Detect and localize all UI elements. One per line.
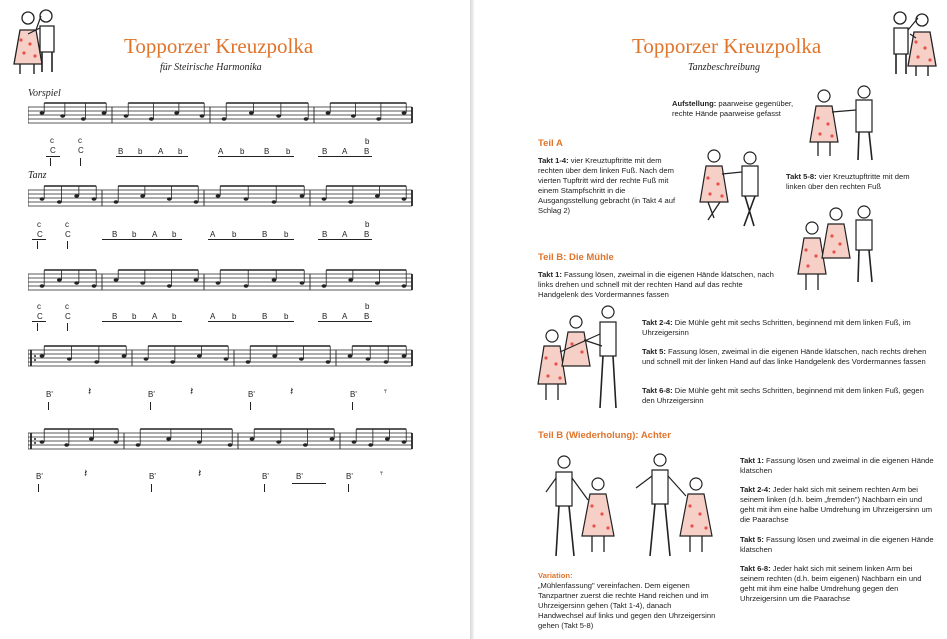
rest-symbol: 𝄽 xyxy=(198,468,202,480)
teil-b2-takt-6-8: Takt 6-8: Jeder hakt sich mit seinem linken Arm bei seinem rechten (d.h. beim eigenen) Nachbarn ein und geht mit ihm eine halbe Umdrehung gegen den Uhrzeigersinn um die Paarachse xyxy=(740,564,922,603)
chord-label: c xyxy=(37,220,41,229)
note-head xyxy=(64,443,69,446)
bass-bar xyxy=(208,239,294,240)
chord-label: b xyxy=(132,230,137,239)
note-head xyxy=(140,194,145,197)
teil-b-takt-2-4: Takt 2-4: Die Mühle geht mit sechs Schritten, beginnend mit dem linken Fuß, im Uhrzeigersinn xyxy=(642,318,911,337)
chord-label: B xyxy=(262,230,268,239)
chord-label: B' xyxy=(248,390,255,399)
chord-label: A xyxy=(158,147,164,156)
chord-label: B' xyxy=(262,472,269,481)
note-head xyxy=(330,437,335,440)
page-title-left: Topporzer Kreuzpolka xyxy=(124,34,314,58)
chord-label: b xyxy=(365,220,370,229)
page-title-right: Topporzer Kreuzpolka xyxy=(632,34,822,58)
note-head xyxy=(272,200,277,203)
teil-b2-takt-1: Takt 1: Fassung lösen und zweimal in die eigenen Hände klatschen xyxy=(740,456,934,475)
chord-label: B' xyxy=(36,472,43,481)
note-head xyxy=(326,111,331,114)
note-head xyxy=(348,200,353,203)
bass-stem xyxy=(37,323,38,331)
chord-label: B' xyxy=(149,472,156,481)
muehle-circle-illustration xyxy=(530,300,638,418)
bass-bar xyxy=(292,483,326,484)
note-head xyxy=(92,284,97,287)
chord-row-2 xyxy=(28,220,418,254)
rest-symbol: 𝄾 xyxy=(384,386,387,398)
chord-label: B' xyxy=(350,390,357,399)
note-head xyxy=(348,278,353,281)
bass-bar xyxy=(102,239,182,240)
note-head xyxy=(276,440,281,443)
page-subtitle-left: für Steirische Harmonika xyxy=(160,62,262,73)
note-head xyxy=(57,200,62,203)
chord-label: b xyxy=(132,312,137,321)
chord-label: B xyxy=(262,312,268,321)
note-head xyxy=(303,443,308,446)
variation-text: Variation: „Mühlenfassung" vereinfachen. Dem eigenen Tanzpartner zuerst die rechte Hand reichen und im Uhrzeigersinn gehen (Takt 1-4), danach Handwechsel auf links und gegen den Uhrzeigersinn gehen (Takt 5-8) xyxy=(538,571,716,630)
bass-stem xyxy=(151,484,152,492)
chord-label: B' xyxy=(346,472,353,481)
chord-label: C xyxy=(78,146,84,155)
bass-bar xyxy=(208,321,294,322)
note-head xyxy=(366,357,371,360)
note-head xyxy=(74,194,79,197)
note-head xyxy=(375,281,380,284)
rest-symbol: 𝄽 xyxy=(290,386,294,398)
note-head xyxy=(250,437,255,440)
note-head xyxy=(174,111,179,114)
note-head xyxy=(144,357,149,360)
note-head xyxy=(300,281,305,284)
heading-teil-b-wiederholung: Teil B (Wiederholung): Achter xyxy=(538,430,671,441)
note-head xyxy=(166,437,171,440)
heading-teil-a: Teil A xyxy=(538,138,563,149)
note-head xyxy=(216,281,221,284)
bass-bar xyxy=(46,156,60,157)
note-head xyxy=(149,117,154,120)
repeat-dot xyxy=(34,442,36,444)
note-head xyxy=(124,114,129,117)
note-head xyxy=(376,117,381,120)
aufstellung-text: Aufstellung: paarweise gegenüber, rechte Hände paarweise gefasst xyxy=(672,99,794,118)
note-head xyxy=(249,111,254,114)
rest-symbol: 𝄽 xyxy=(84,468,88,480)
note-head xyxy=(402,354,407,357)
bass-bar xyxy=(318,156,372,157)
chord-label: A xyxy=(210,230,216,239)
chord-label: b xyxy=(172,312,177,321)
note-head xyxy=(228,443,233,446)
note-head xyxy=(375,194,380,197)
note-head xyxy=(67,357,72,360)
note-head xyxy=(402,440,407,443)
right-page xyxy=(474,0,947,639)
chord-label: b xyxy=(138,147,143,156)
note-head xyxy=(94,360,99,363)
chord-label: B xyxy=(364,312,370,321)
bass-stem xyxy=(250,402,251,410)
note-head xyxy=(140,281,145,284)
chord-label: b xyxy=(286,147,291,156)
note-head xyxy=(246,360,251,363)
bass-bar xyxy=(32,239,46,240)
rest-symbol: 𝄽 xyxy=(190,386,194,398)
note-head xyxy=(200,114,205,117)
note-head xyxy=(299,357,304,360)
note-head xyxy=(40,440,45,443)
teil-b-takt-6-8: Takt 6-8: Die Mühle geht mit sechs Schritten, beginnend mit dem linken Fuß, gegen den Uhrzeigersinn xyxy=(642,386,924,405)
chord-label: c xyxy=(37,302,41,311)
note-head xyxy=(170,360,175,363)
note-head xyxy=(167,197,172,200)
note-head xyxy=(194,278,199,281)
chord-label: B' xyxy=(46,390,53,399)
chord-row-3 xyxy=(28,302,418,336)
chord-row-5 xyxy=(28,468,418,506)
dancing-couple-illustration xyxy=(6,6,68,78)
section-label-vorspiel: Vorspiel xyxy=(28,88,61,99)
note-head xyxy=(114,200,119,203)
teil-b2-takt-5: Takt 5: Fassung lösen und zweimal in die eigenen Hände klatschen xyxy=(740,535,934,554)
note-head xyxy=(89,437,94,440)
note-head xyxy=(385,437,390,440)
teil-b-takt-1: Takt 1: Fassung lösen, zweimal in die eigenen Hände klatschen, nach links drehen und schnell mit der rechten Hand auf das rechte Handgelenk des Vordermannes fassen xyxy=(538,270,774,299)
chord-row-1 xyxy=(28,136,418,170)
bass-bar xyxy=(32,321,46,322)
teil-a-takt-5-8: Takt 5-8: vier Kreuztupftritte mit dem linken über den rechten Fuß xyxy=(786,172,910,191)
chord-label: c xyxy=(65,220,69,229)
note-head xyxy=(194,200,199,203)
chord-label: C xyxy=(50,146,56,155)
chord-label: B xyxy=(322,230,328,239)
dancing-couple-illustration xyxy=(882,8,944,80)
note-head xyxy=(300,194,305,197)
chord-label: C xyxy=(37,230,43,239)
bass-stem xyxy=(38,484,39,492)
note-head xyxy=(57,278,62,281)
note-head xyxy=(224,357,229,360)
chord-label: c xyxy=(78,136,82,145)
note-head xyxy=(402,197,407,200)
bass-stem xyxy=(80,158,81,166)
chord-row-4 xyxy=(28,386,418,424)
note-head xyxy=(81,117,86,120)
page-subtitle-right: Tanzbeschreibung xyxy=(688,62,761,73)
repeat-dot xyxy=(34,359,36,361)
music-staff-1 xyxy=(28,101,418,131)
note-head xyxy=(114,440,119,443)
chord-label: A xyxy=(342,230,348,239)
chord-label: b xyxy=(232,230,237,239)
chord-label: B xyxy=(112,312,118,321)
teil-b2-takt-2-4: Takt 2-4: Jeder hakt sich mit seinem rechten Arm bei seinem linken (d.h. beim „fremden") Nachbarn ein und geht mit ihm eine halbe Umdrehung im Uhrzeigersinn um die Paarachse xyxy=(740,485,933,524)
bass-bar xyxy=(218,156,294,157)
chord-label: B xyxy=(118,147,124,156)
note-head xyxy=(402,111,407,114)
chord-label: b xyxy=(240,147,245,156)
teil-a-takt-1-4: Takt 1-4: vier Kreuztupftritte mit dem rechten über dem linken Fuß. Nach dem vierten Tupftritt wird der rechte Fuß mit einem Stampfschritt in die Ausgangsstellung gebracht (in Takt 4 auf Schlag 2) xyxy=(538,156,676,215)
chord-label: A xyxy=(342,312,348,321)
chord-label: b xyxy=(284,312,289,321)
note-head xyxy=(244,284,249,287)
music-staff-3 xyxy=(28,268,418,298)
note-head xyxy=(326,360,331,363)
chord-label: B xyxy=(264,147,270,156)
note-head xyxy=(368,443,373,446)
chord-label: b xyxy=(365,137,370,146)
chord-label: A xyxy=(218,147,224,156)
note-head xyxy=(40,284,45,287)
note-head xyxy=(276,114,281,117)
bass-stem xyxy=(348,484,349,492)
note-head xyxy=(322,197,327,200)
note-head xyxy=(122,354,127,357)
chord-label: c xyxy=(65,302,69,311)
note-head xyxy=(40,354,45,357)
note-head xyxy=(60,114,65,117)
note-head xyxy=(197,440,202,443)
left-page xyxy=(0,0,470,639)
note-head xyxy=(197,354,202,357)
group-dance-illustration xyxy=(790,198,890,302)
note-head xyxy=(136,443,141,446)
music-staff-5 xyxy=(28,427,418,457)
chord-label: A xyxy=(152,312,158,321)
note-head xyxy=(351,114,356,117)
heading-teil-b: Teil B: Die Mühle xyxy=(538,252,614,263)
note-head xyxy=(40,111,45,114)
chord-label: b xyxy=(365,302,370,311)
chord-label: B xyxy=(364,230,370,239)
chord-label: C xyxy=(65,230,71,239)
note-head xyxy=(216,194,221,197)
bass-bar xyxy=(102,321,182,322)
bass-stem xyxy=(50,158,51,166)
bass-bar xyxy=(318,321,372,322)
bass-stem xyxy=(48,402,49,410)
note-head xyxy=(348,354,353,357)
bass-bar xyxy=(116,156,188,157)
bass-stem xyxy=(37,241,38,249)
chord-label: b xyxy=(178,147,183,156)
chord-label: B' xyxy=(296,472,303,481)
chord-label: B xyxy=(322,312,328,321)
bass-stem xyxy=(150,402,151,410)
bass-stem xyxy=(67,323,68,331)
chord-label: b xyxy=(284,230,289,239)
note-head xyxy=(167,284,172,287)
note-head xyxy=(272,354,277,357)
chord-label: B xyxy=(322,147,328,156)
rest-symbol: 𝄾 xyxy=(380,468,383,480)
note-head xyxy=(114,278,119,281)
chord-label: b xyxy=(232,312,237,321)
chord-label: c xyxy=(50,136,54,145)
note-head xyxy=(322,284,327,287)
achter-illustration xyxy=(540,448,730,566)
variation-label: Variation: xyxy=(538,571,573,580)
note-head xyxy=(384,360,389,363)
music-staff-2 xyxy=(28,184,418,214)
chord-label: B xyxy=(112,230,118,239)
note-head xyxy=(222,117,227,120)
note-head xyxy=(40,197,45,200)
chord-label: A xyxy=(210,312,216,321)
note-head xyxy=(304,117,309,120)
note-head xyxy=(74,281,79,284)
note-head xyxy=(402,284,407,287)
chord-label: C xyxy=(65,312,71,321)
couple-kreuztupftritt-illustration xyxy=(694,142,780,232)
bass-stem xyxy=(67,241,68,249)
note-head xyxy=(102,111,107,114)
chord-label: A xyxy=(152,230,158,239)
chord-label: A xyxy=(342,147,348,156)
music-staff-4 xyxy=(28,344,418,374)
note-head xyxy=(244,197,249,200)
rest-symbol: 𝄽 xyxy=(88,386,92,398)
repeat-dot xyxy=(34,438,36,440)
teil-b-takt-5: Takt 5: Fassung lösen, zweimal in die eigenen Hände klatschen, nach rechts drehen und schnell mit der linken Hand auf das linke Handgelenk des Vordermannes fassen xyxy=(642,347,927,366)
repeat-dot xyxy=(34,355,36,357)
bass-bar xyxy=(318,239,372,240)
bass-stem xyxy=(264,484,265,492)
couple-aufstellung-illustration xyxy=(804,82,894,168)
chord-label: C xyxy=(37,312,43,321)
section-label-tanz: Tanz xyxy=(28,170,47,181)
note-head xyxy=(92,197,97,200)
note-head xyxy=(272,278,277,281)
chord-label: B xyxy=(364,147,370,156)
note-head xyxy=(352,440,357,443)
bass-stem xyxy=(352,402,353,410)
chord-label: b xyxy=(172,230,177,239)
chord-label: B' xyxy=(148,390,155,399)
